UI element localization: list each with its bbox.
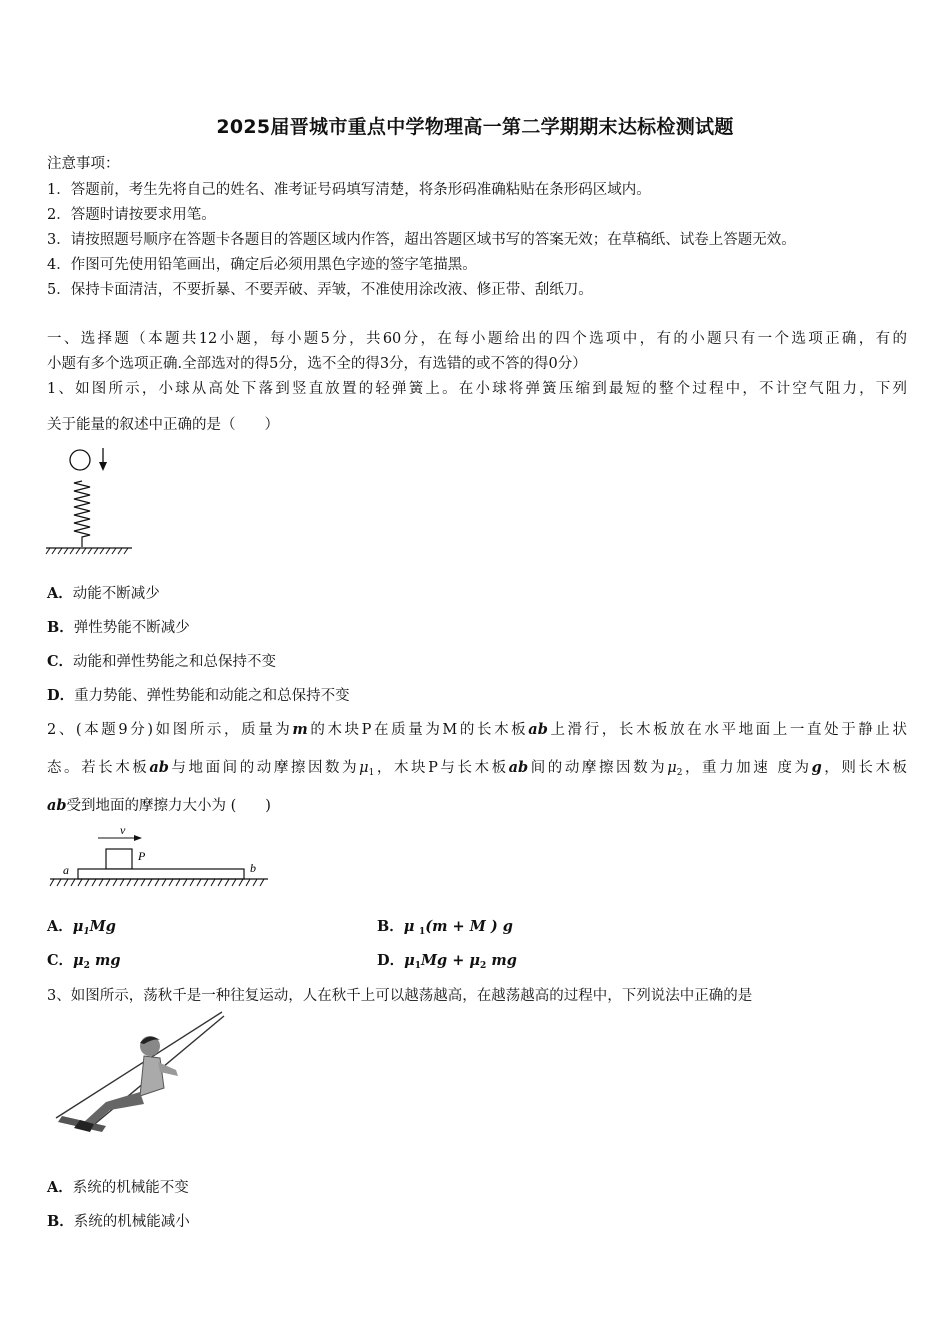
swing-illustration <box>48 1010 226 1138</box>
q1-option-c: C．动能和弹性势能之和总保持不变 <box>47 653 277 670</box>
section-instructions-line2: 小题有多个选项正确.全部选对的得5分，选不全的得3分，有选错的或不答的得0分） <box>47 356 587 372</box>
q2-option-d: D．$\mu_1Mg + \mu_2$ mg <box>377 952 517 971</box>
block-p-label: P <box>138 849 146 863</box>
q1-option-b: B．弹性势能不断减少 <box>47 619 190 636</box>
block-plank-figure <box>46 820 272 892</box>
q3-option-a: A．系统的机械能不变 <box>47 1179 189 1196</box>
plank-ab <box>78 869 244 879</box>
note-item-2: 2．答题时请按要求用笔。 <box>47 207 216 223</box>
notes-heading: 注意事项： <box>47 156 120 172</box>
ball-icon <box>70 450 90 470</box>
velocity-label: v <box>120 823 126 837</box>
q3-stem-line1: 3、如图所示，荡秋千是一种往复运动，人在秋千上可以越荡越高，在越荡越高的过程中，下列说法中正确的是 <box>47 988 753 1004</box>
q2-stem-line2: 态。若长木板ab与地面间的动摩擦因数为$\mu_1$，木块P与长木板ab间的动摩擦因数为$\mu_2$，重力加速 度为g，则长木板 <box>47 759 908 778</box>
q2-option-c: C．$\mu_2$ mg <box>47 952 121 971</box>
q2-stem-line1: 2、(本题9分)如图所示，质量为m的木块P在质量为M的长木板ab上滑行，长木板放在水平地面上一直处于静止状 <box>47 721 907 738</box>
q1-option-d: D．重力势能、弹性势能和动能之和总保持不变 <box>47 687 350 704</box>
q2-option-b: B．μ $_1$(m + M ) g <box>377 918 513 937</box>
note-item-5: 5．保持卡面清洁，不要折暴、不要弄破、弄皱，不准使用涂改液、修正带、刮纸刀。 <box>47 282 593 298</box>
q2-stem-line3: ab受到地面的摩擦力大小为 ( ) <box>47 797 271 814</box>
person-body <box>140 1056 164 1096</box>
end-a-label: a <box>63 863 69 877</box>
person-legs <box>84 1092 144 1126</box>
ball-spring-figure <box>44 445 136 557</box>
end-b-label: b <box>250 861 256 875</box>
section-instructions-line1: 一、选择题（本题共12小题，每小题5分，共60分，在每小题给出的四个选项中，有的小题只有一个选项正确，有的 <box>47 331 907 347</box>
q1-option-a: A．动能不断减少 <box>47 585 160 602</box>
q2-option-a: A．$\mu_1Mg$ <box>47 918 116 937</box>
note-item-3: 3．请按照题号顺序在答题卡各题目的答题区域内作答，超出答题区域书写的答案无效；在草稿纸、试卷上答题无效。 <box>47 232 796 248</box>
spring-icon <box>74 481 90 547</box>
note-item-1: 1．答题前，考生先将自己的姓名、准考证号码填写清楚，将条形码准确粘贴在条形码区域内。 <box>47 182 651 198</box>
q1-stem-line1: 1、如图所示，小球从高处下落到竖直放置的轻弹簧上。在小球将弹簧压缩到最短的整个过程中，不计空气阻力，下列 <box>47 381 907 397</box>
page-title: 2025届晋城市重点中学物理高一第二学期期末达标检测试题 <box>216 116 734 138</box>
q3-option-b: B．系统的机械能减小 <box>47 1213 190 1230</box>
q1-stem-line2: 关于能量的叙述中正确的是（ ） <box>47 417 279 433</box>
block-p <box>106 849 132 869</box>
note-item-4: 4．作图可先使用铅笔画出，确定后必须用黑色字迹的签字笔描黑。 <box>47 257 477 273</box>
